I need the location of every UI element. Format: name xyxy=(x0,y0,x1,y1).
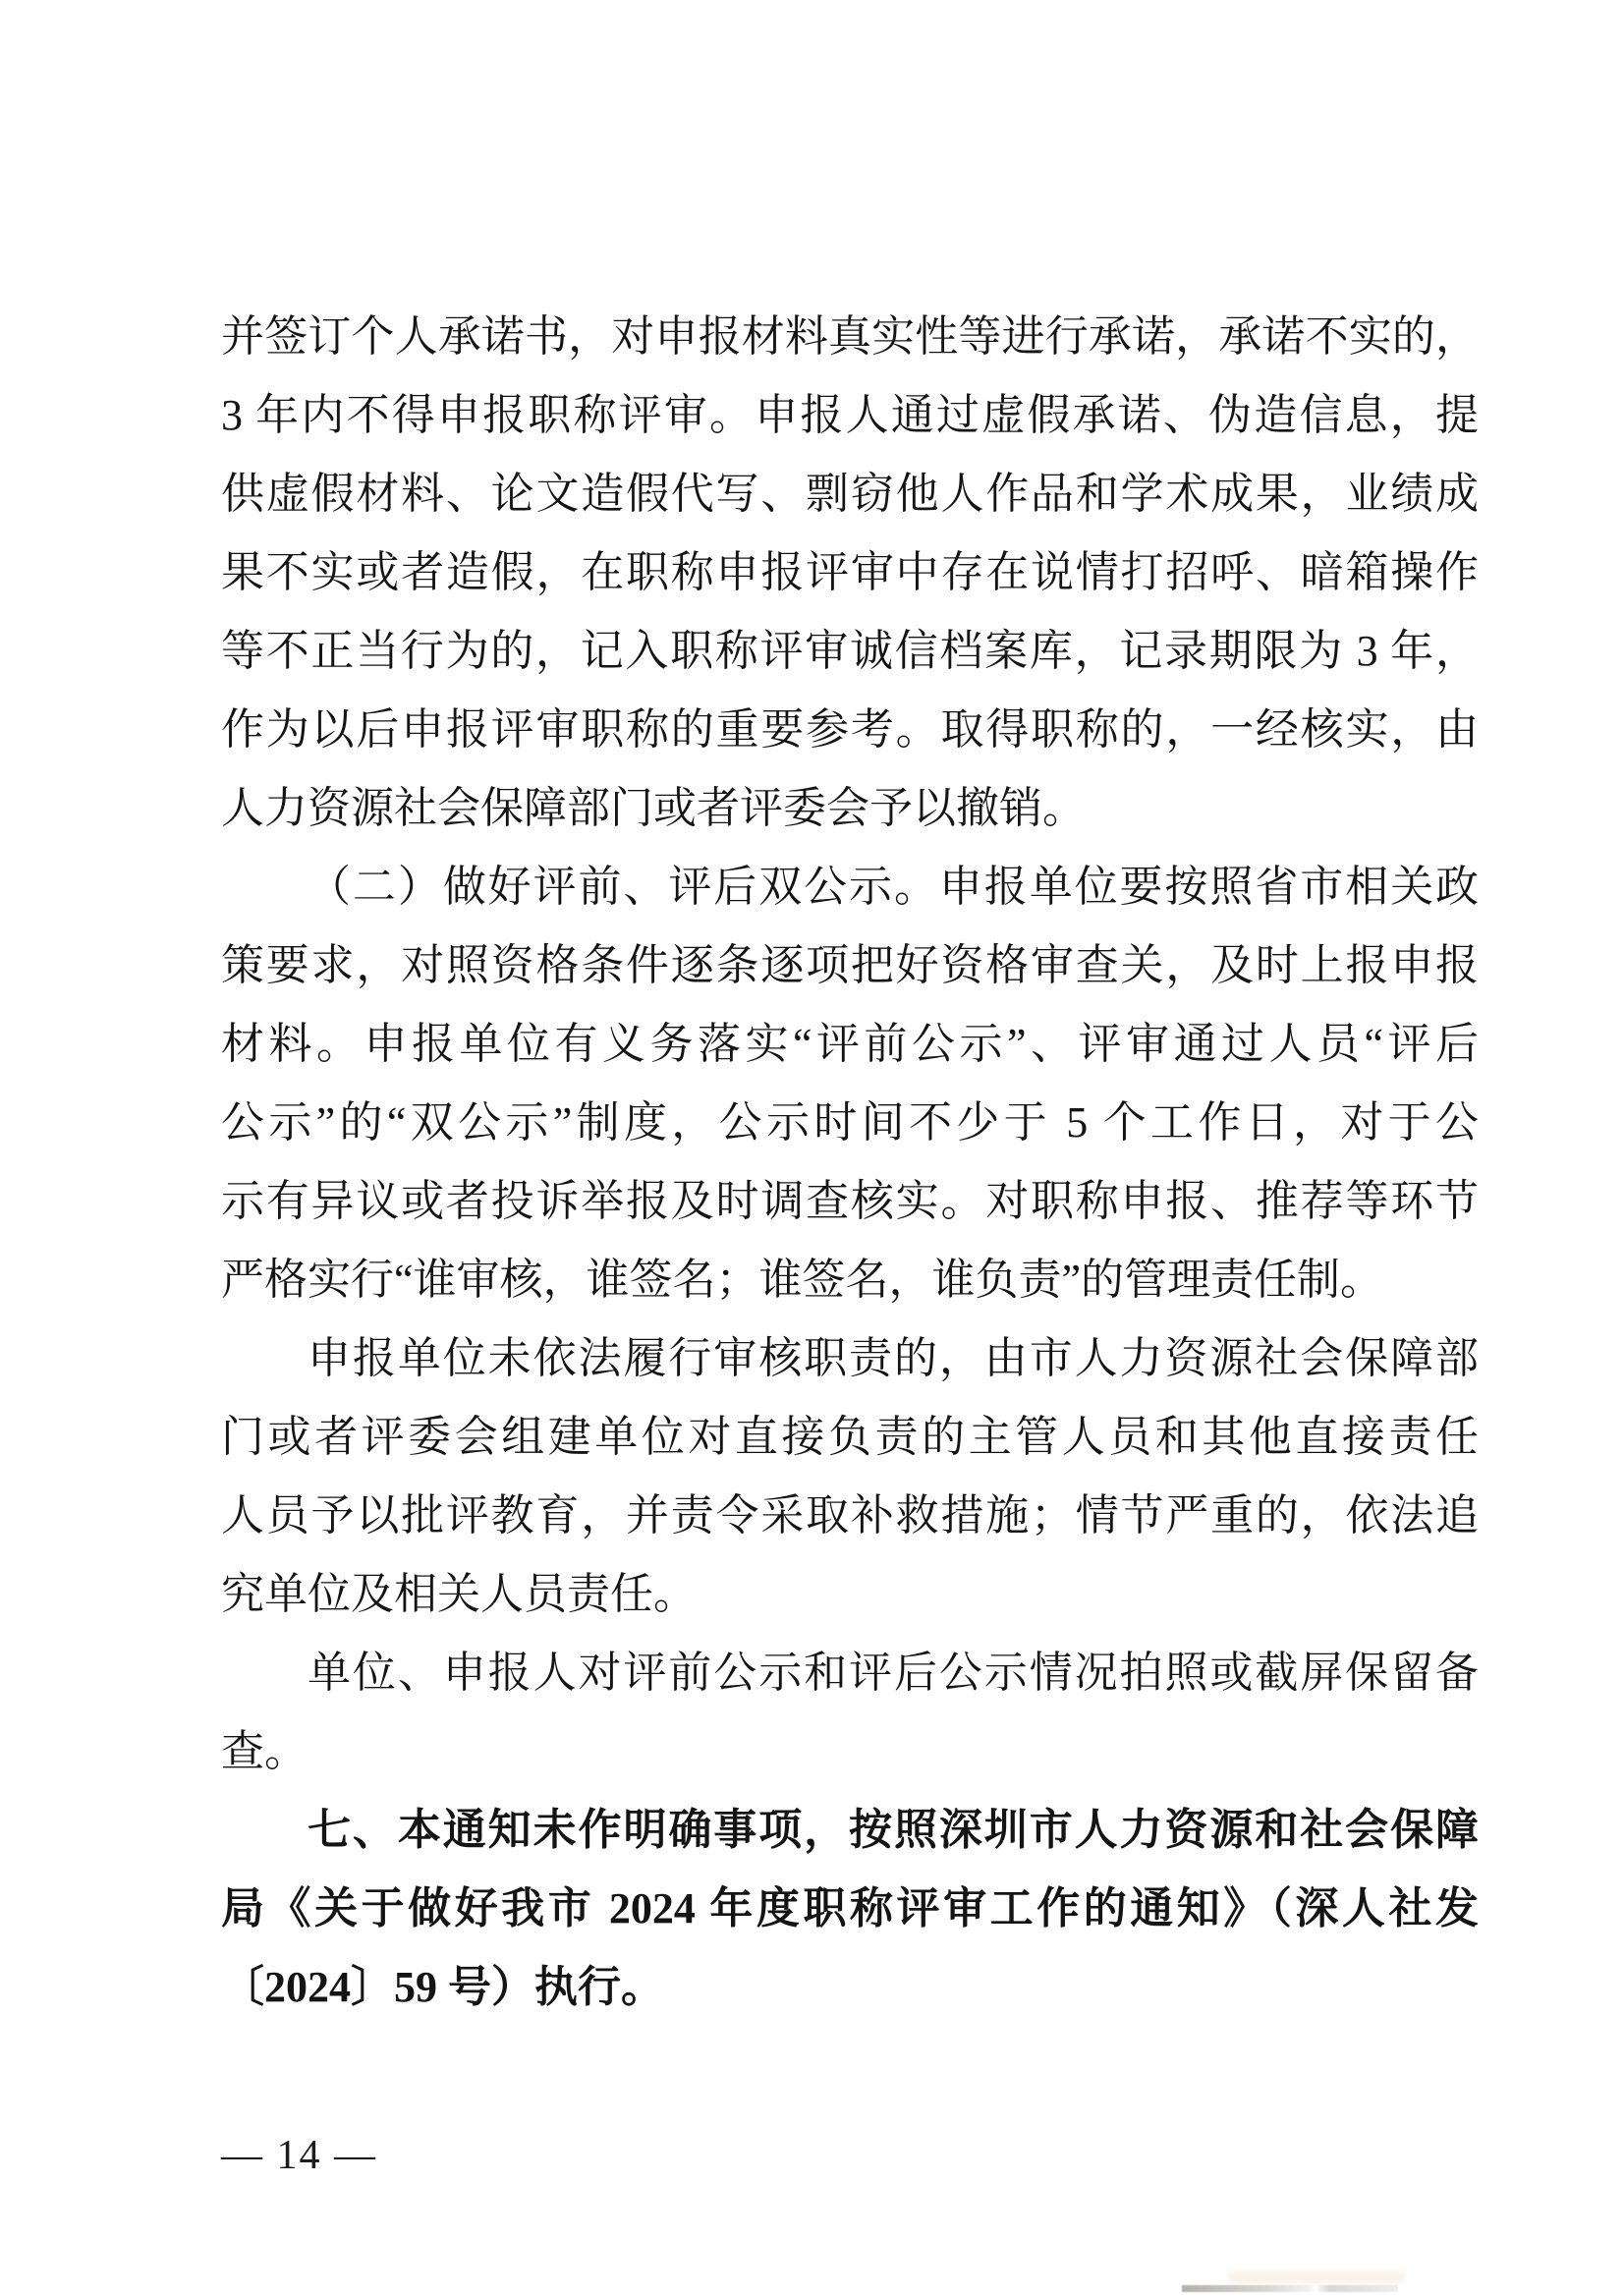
text-line: 公示”的“双公示”制度，公示时间不少于 5 个工作日，对于公 xyxy=(221,1098,1479,1147)
page-number: — 14 — xyxy=(221,2133,377,2178)
text-line: 供虚假材料、论文造假代写、剽窃他人作品和学术成果，业绩成 xyxy=(221,470,1479,518)
text-line: 单位、申报人对评前公示和评后公示情况拍照或截屏保留备 xyxy=(308,1649,1479,1697)
text-line: 等不正当行为的，记入职称评审诚信档案库，记录期限为 3 年， xyxy=(221,627,1479,675)
document-body xyxy=(221,298,1479,2027)
text-line: 究单位及相关人员责任。 xyxy=(221,1570,697,1618)
text-line: 人力资源社会保障部门或者评委会予以撤销。 xyxy=(221,784,1086,832)
text-line: 查。 xyxy=(221,1727,308,1775)
scan-smudge-artifact xyxy=(1228,2271,1405,2283)
text-line: （二）做好评前、评后双公示。申报单位要按照省市相关政 xyxy=(308,863,1479,911)
text-line: 策要求，对照资格条件逐条逐项把好资格审查关，及时上报申报 xyxy=(221,941,1479,989)
text-line: 示有异议或者投诉举报及时调查核实。对职称申报、推荐等环节 xyxy=(221,1177,1479,1225)
text-line: 七、本通知未作明确事项，按照深圳市人力资源和社会保障 xyxy=(308,1806,1479,1854)
text-line: 人员予以批评教育，并责令采取补救措施；情节严重的，依法追 xyxy=(221,1491,1479,1539)
text-line: 3 年内不得申报职称评审。申报人通过虚假承诺、伪造信息，提 xyxy=(221,391,1479,439)
scan-line-artifact xyxy=(1182,2285,1398,2292)
text-line: 〔2024〕59 号）执行。 xyxy=(221,1963,664,2011)
text-line: 材料。申报单位有义务落实“评前公示”、评审通过人员“评后 xyxy=(221,1020,1479,1068)
text-line: 并签订个人承诺书，对申报材料真实性等进行承诺，承诺不实的， xyxy=(221,312,1479,361)
text-line: 果不实或者造假，在职称申报评审中存在说情打招呼、暗箱操作 xyxy=(221,548,1479,596)
text-line: 作为以后申报评审职称的重要参考。取得职称的，一经核实，由 xyxy=(221,705,1479,754)
text-line: 严格实行“谁审核，谁签名；谁签名，谁负责”的管理责任制。 xyxy=(221,1256,1384,1304)
text-line: 申报单位未依法履行审核职责的，由市人力资源社会保障部 xyxy=(308,1334,1479,1382)
text-line: 局《关于做好我市 2024 年度职称评审工作的通知》（深人社发 xyxy=(221,1884,1479,1932)
text-line: 门或者评委会组建单位对直接负责的主管人员和其他直接责任 xyxy=(221,1413,1479,1461)
